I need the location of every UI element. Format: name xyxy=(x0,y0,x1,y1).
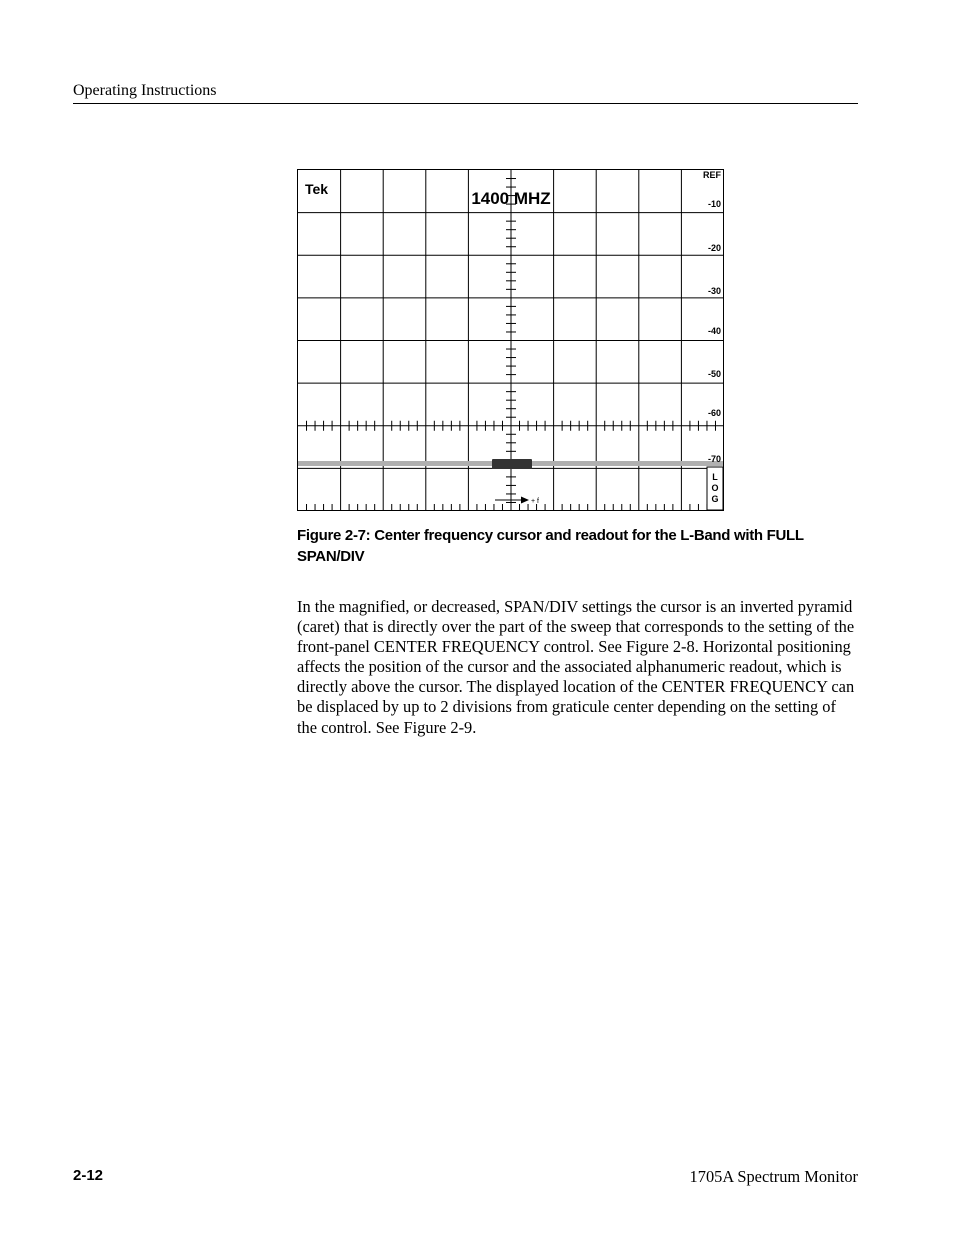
body-paragraph: In the magnified, or decreased, SPAN/DIV settings the cursor is an inverted pyramid (caret) that is directly over the part of the sweep that corresponds to the setting of the front-panel CENTER FREQUENCY control. See Figure 2-8. Horizontal positioning affects the position of the cursor and the associated alphanumeric readout, which is directly above the cursor. The displayed location of the CENTER FREQUENCY can be displaced by up to 2 divisions from graticule center depending on the setting of the control. See Figure 2-9. xyxy=(297,597,855,737)
ref-label: REF xyxy=(703,170,721,180)
caption-line-1: Figure 2-7: Center frequency cursor and readout for the L-Band with FULL xyxy=(297,527,804,544)
log-mode-label xyxy=(711,472,718,504)
product-name: 1705A Spectrum Monitor xyxy=(689,1167,858,1186)
log-mode-letter: L xyxy=(712,472,718,482)
log-mode-letter: O xyxy=(711,483,719,493)
scale-label: -40 xyxy=(707,326,721,336)
figure-caption xyxy=(297,525,817,567)
scale-label: -20 xyxy=(707,243,721,253)
caption-line-2: SPAN/DIV xyxy=(297,548,365,565)
axis-arrow-label: + f xyxy=(531,498,539,505)
running-header: Operating Instructions xyxy=(73,82,217,99)
scale-label: -50 xyxy=(707,369,721,379)
scale-label: -30 xyxy=(707,286,721,296)
graticule-svg xyxy=(297,169,725,512)
spectrum-display-figure xyxy=(297,169,725,512)
header-rule xyxy=(73,103,858,104)
frequency-readout: 1400 MHZ xyxy=(471,189,551,208)
scale-label: -60 xyxy=(707,408,721,418)
scale-label: -10 xyxy=(707,199,721,209)
page-number: 2-12 xyxy=(73,1167,104,1184)
center-frequency-cursor xyxy=(492,459,532,469)
tek-label: Tek xyxy=(305,181,329,197)
scale-label: -70 xyxy=(707,454,721,464)
log-mode-letter: G xyxy=(711,494,719,504)
